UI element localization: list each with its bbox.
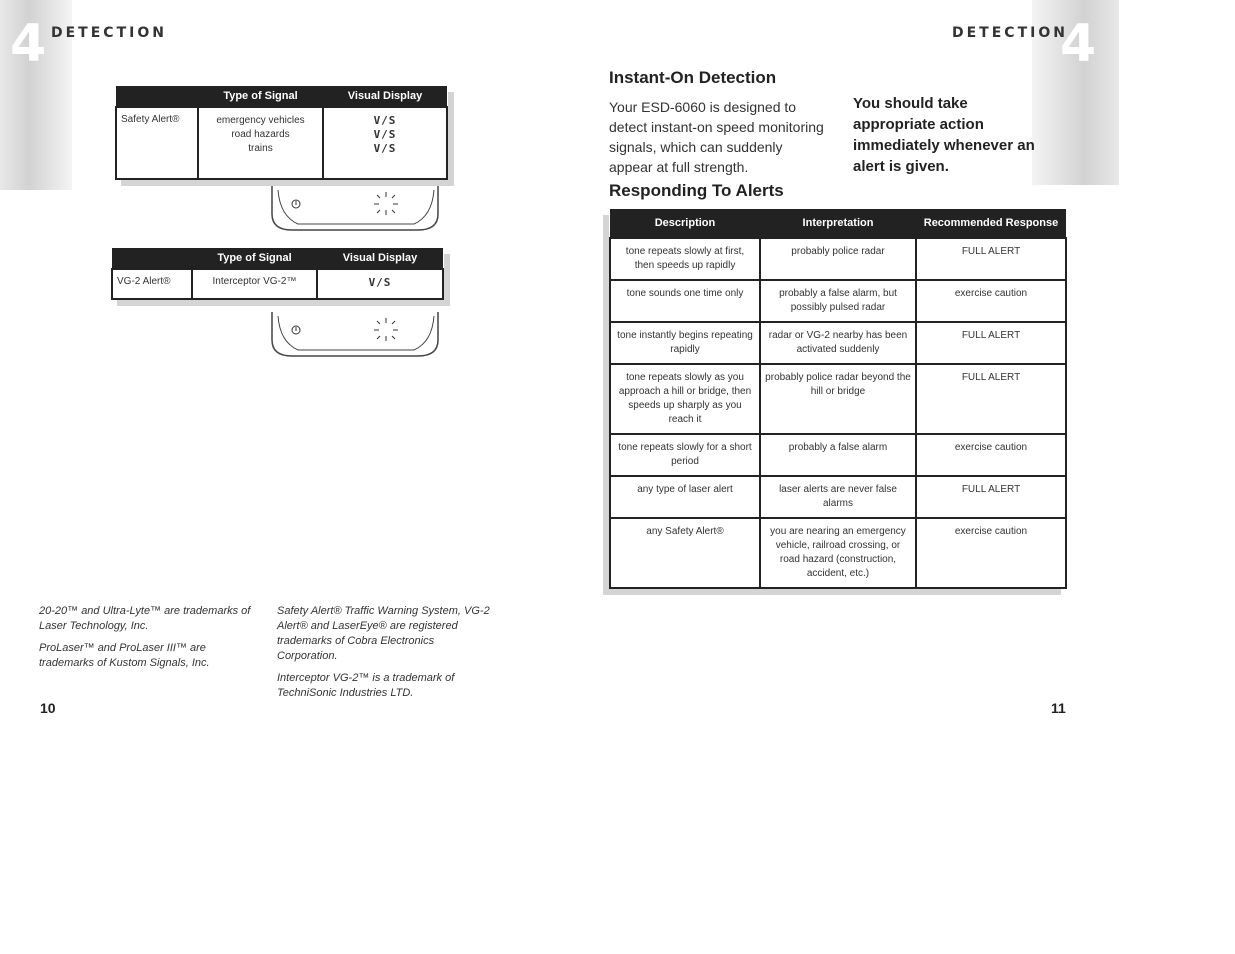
table-header-blank bbox=[112, 248, 192, 269]
safety-alert-label: Safety Alert® bbox=[121, 114, 180, 125]
display-item: V/S bbox=[373, 142, 397, 155]
table-row bbox=[610, 476, 1066, 518]
table-header-type: Type of Signal bbox=[198, 86, 323, 107]
table-row bbox=[610, 434, 1066, 476]
radar-detector-display-icon bbox=[268, 312, 444, 360]
instant-on-heading: Instant-On Detection bbox=[609, 68, 777, 87]
response-cell: exercise caution bbox=[916, 518, 1066, 588]
description-cell: any type of laser alert bbox=[610, 476, 760, 518]
signal-cell bbox=[198, 107, 323, 179]
table-row bbox=[610, 364, 1066, 434]
description-cell: tone repeats slowly for a short period bbox=[610, 434, 760, 476]
display-item: V/S bbox=[373, 114, 397, 127]
row-label bbox=[116, 107, 198, 179]
response-cell: FULL ALERT bbox=[916, 238, 1066, 280]
table-header-interpretation: Interpretation bbox=[760, 209, 916, 238]
interpretation-cell: radar or VG-2 nearby has been activated suddenly bbox=[760, 322, 916, 364]
description-cell: tone sounds one time only bbox=[610, 280, 760, 322]
table-header-blank bbox=[116, 86, 198, 107]
response-cell: FULL ALERT bbox=[916, 364, 1066, 434]
table-header-display: Visual Display bbox=[317, 248, 443, 269]
table-header-type: Type of Signal bbox=[192, 248, 317, 269]
footnotes-left bbox=[39, 604, 254, 671]
interpretation-cell: probably a false alarm bbox=[760, 434, 916, 476]
interpretation-cell: you are nearing an emergency vehicle, railroad crossing, or road hazard (construction, accident, etc.) bbox=[760, 518, 916, 588]
table-header-display: Visual Display bbox=[323, 86, 447, 107]
interpretation-cell: probably police radar bbox=[760, 238, 916, 280]
left-section-title: DETECTION bbox=[51, 25, 167, 41]
radar-detector-display-icon bbox=[268, 186, 444, 234]
table-row bbox=[610, 518, 1066, 588]
description-cell: tone repeats slowly at first, then speeds up rapidly bbox=[610, 238, 760, 280]
right-chapter-number: 4 bbox=[1060, 14, 1097, 74]
row-label: VG-2 Alert® bbox=[112, 269, 192, 299]
footnote: Safety Alert® Traffic Warning System, VG-2 Alert® and LaserEye® are registered trademarks of Cobra Electronics Corporation. bbox=[277, 605, 490, 662]
table-row bbox=[610, 322, 1066, 364]
page-number-left: 10 bbox=[40, 700, 56, 716]
left-chapter-number: 4 bbox=[10, 14, 47, 74]
description-cell: any Safety Alert® bbox=[610, 518, 760, 588]
safety-alert-table bbox=[115, 86, 448, 180]
signal-item: trains bbox=[248, 143, 273, 154]
signal-item: road hazards bbox=[231, 129, 290, 140]
response-cell: FULL ALERT bbox=[916, 476, 1066, 518]
vg2-alert-table bbox=[111, 248, 444, 300]
response-cell: exercise caution bbox=[916, 434, 1066, 476]
instant-on-body: Your ESD-6060 is designed to detect instant-on speed monitoring signals, which can suddenly appear at full strength. bbox=[609, 99, 824, 175]
display-item: V/S bbox=[373, 128, 397, 141]
signal-cell: Interceptor VG-2™ bbox=[192, 269, 317, 299]
interpretation-cell: probably police radar beyond the hill or bridge bbox=[760, 364, 916, 434]
footnote: Interceptor VG-2™ is a trademark of TechniSonic Industries LTD. bbox=[277, 672, 455, 699]
table-header-description: Description bbox=[610, 209, 760, 238]
responding-table bbox=[609, 209, 1067, 589]
signal-item: emergency vehicles bbox=[216, 115, 305, 126]
table-row bbox=[610, 280, 1066, 322]
page-number-right: 11 bbox=[1051, 700, 1066, 716]
response-cell: exercise caution bbox=[916, 280, 1066, 322]
table-header-response: Recommended Response bbox=[916, 209, 1066, 238]
table-row bbox=[610, 238, 1066, 280]
footnote: 20-20™ and Ultra-Lyte™ are trademarks of Laser Technology, Inc. bbox=[39, 605, 251, 632]
response-cell: FULL ALERT bbox=[916, 322, 1066, 364]
right-section-title: DETECTION bbox=[952, 25, 1068, 41]
description-cell: tone instantly begins repeating rapidly bbox=[610, 322, 760, 364]
footnote: ProLaser™ and ProLaser III™ are trademarks of Kustom Signals, Inc. bbox=[39, 642, 210, 669]
interpretation-cell: laser alerts are never false alarms bbox=[760, 476, 916, 518]
footnotes-right bbox=[277, 604, 492, 701]
description-cell: tone repeats slowly as you approach a hill or bridge, then speeds up sharply as you reach it bbox=[610, 364, 760, 434]
interpretation-cell: probably a false alarm, but possibly pulsed radar bbox=[760, 280, 916, 322]
display-cell bbox=[323, 107, 447, 179]
responding-heading: Responding To Alerts bbox=[609, 181, 784, 200]
instant-on-callout: You should take appropriate action immediately whenever an alert is given. bbox=[853, 95, 1035, 175]
display-cell: V/S bbox=[317, 269, 443, 299]
